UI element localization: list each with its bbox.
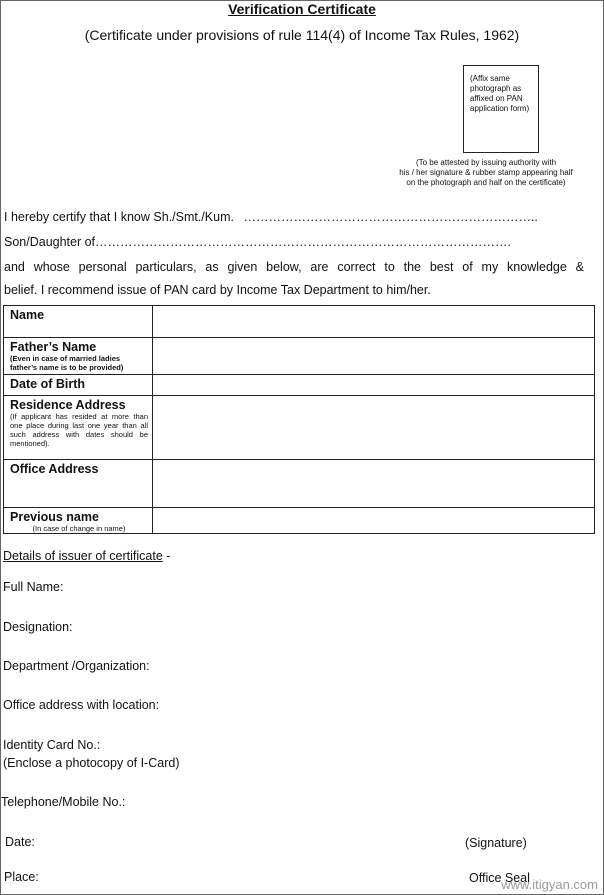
issuer-heading-text: Details of issuer of certificate [3,549,163,563]
field-place: Place: [4,870,39,884]
row-previous-name [4,508,595,534]
label-cell-dob [4,375,153,396]
label-cell-name [4,306,153,338]
label-previous: Previous name [10,510,99,524]
value-office[interactable] [153,460,595,508]
row-name [4,306,595,338]
note-father-name: (Even in case of married ladies father’s name is to be provided) [10,354,124,372]
row-dob [4,375,595,396]
label-cell-office [4,460,153,508]
row-residence [4,396,595,460]
attest-line-1: (To be attested by issuing authority with [415,158,557,167]
label-name: Name [10,308,45,322]
value-name[interactable] [153,306,595,338]
photo-box[interactable] [463,65,539,153]
label-cell-residence [4,396,153,460]
signature-label: (Signature) [465,836,527,850]
office-seal-label: Office Seal [469,871,530,885]
certify-line-1 [4,210,538,224]
photo-box-text: (Affix same photograph as affixed on PAN application form) [470,74,530,113]
field-department: Department /Organization: [3,659,150,673]
personal-particulars-table [3,305,595,534]
certify-line-3: and whose personal particulars, as given below, are correct to the best of my knowledge & [4,260,584,274]
field-designation: Designation: [3,620,73,634]
row-office [4,460,595,508]
page-title: Verification Certificate [228,1,376,17]
attest-line-3: on the photograph and half on the certificate) [406,178,566,187]
value-father-name[interactable] [153,338,595,375]
row-father-name [4,338,595,375]
parent-name-blank[interactable]: ………………………………………………………………………………………. [95,235,512,249]
value-dob[interactable] [153,375,595,396]
field-full-name: Full Name: [3,580,64,594]
label-residence: Residence Address [10,398,126,412]
label-office: Office Address [10,462,99,476]
parent-label: Son/Daughter of [4,235,96,249]
label-cell-father [4,338,153,375]
field-office-address: Office address with location: [3,698,160,712]
issuer-heading-suffix: - [166,549,171,563]
field-id-card: Identity Card No.: [3,738,101,752]
label-dob: Date of Birth [10,377,85,391]
note-residence: (If applicant has resided at more than one place during last one year than all such address with dates should be mentioned). [10,412,148,448]
attestation-note [380,158,592,188]
field-id-card-note: (Enclose a photocopy of I-Card) [3,756,180,770]
note-previous: (In case of change in name) [32,524,126,533]
field-telephone: Telephone/Mobile No.: [1,795,126,809]
certify-name-blank[interactable]: …………………………………………………………….. [243,210,538,224]
value-residence[interactable] [153,396,595,460]
certify-label: I hereby certify that I know Sh./Smt./Kum. [4,210,234,224]
page-subtitle: (Certificate under provisions of rule 114(4) of Income Tax Rules, 1962) [84,27,520,43]
field-date: Date: [5,835,35,849]
attest-line-2: his / her signature & rubber stamp appearing half [399,168,573,177]
value-previous[interactable] [153,508,595,534]
label-father-name: Father’s Name [10,340,97,354]
watermark: www.itigyan.com [501,877,598,892]
certify-line-4: belief. I recommend issue of PAN card by Income Tax Department to him/her. [4,283,431,297]
certify-line-2 [4,235,511,249]
label-cell-previous [4,508,153,534]
issuer-heading [3,549,170,563]
